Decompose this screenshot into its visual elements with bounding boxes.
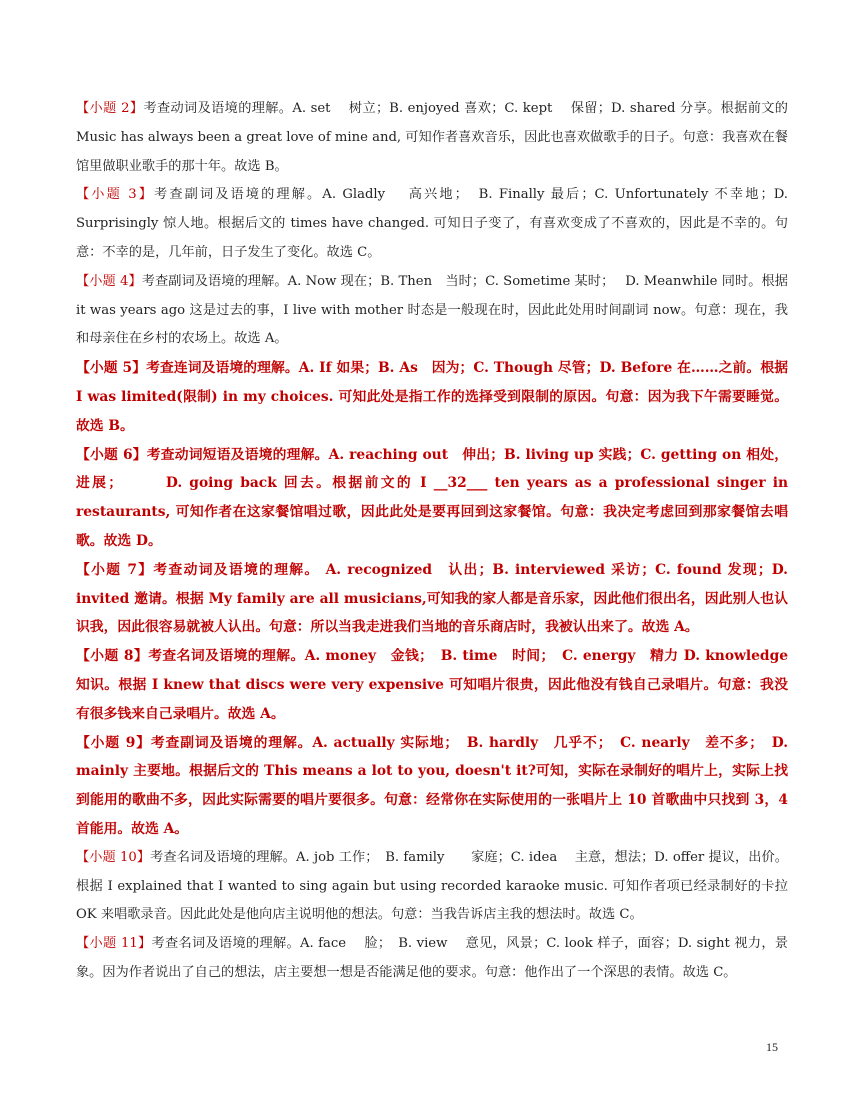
item-tag: 【小题 10】: [76, 849, 151, 865]
item-tag: 【小题 6】: [76, 446, 147, 463]
explanation-item-6: [76, 441, 788, 556]
explanation-item-3: [76, 181, 788, 267]
item-text: 考查副词及语境的理解。A. Gladly 高兴地； B. Finally 最后；C. Unfortunately 不幸地；D. Surprisingly 惊人地。根据后文的 times have changed. 可知日子变了，有喜欢变成了不喜欢的，因此是不幸的。句意：不幸的是，几年前，日子发生了变化。故选 C。: [76, 187, 788, 260]
item-tag: 【小题 7】: [76, 561, 154, 578]
item-tag: 【小题 3】: [76, 187, 155, 203]
explanation-item-11: [76, 930, 788, 988]
explanation-item-7: [76, 556, 788, 642]
item-text: 考查动词短语及语境的理解。A. reaching out 伸出；B. living up 实践；C. getting on 相处，进展； D. going back 回去。根据前文的 I __32___ ten years as a professional singer in restaurants, 可知作者在这家餐馆唱过歌，因此此处是要再回到这家餐馆。句意：我决定考虑回到那家餐馆去唱歌。故选 D。: [76, 446, 789, 549]
item-tag: 【小题 8】: [76, 648, 149, 665]
explanation-item-9: [76, 729, 788, 844]
page-number: 15: [766, 1040, 778, 1054]
item-text: 考查名词及语境的理解。A. money 金钱； B. time 时间； C. energy 精力 D. knowledge 知识。根据 I knew that discs were very expensive 可知唱片很贵，因此他没有钱自己录唱片。句意：我没有很多钱来自己录唱片。故选 A。: [76, 648, 789, 722]
item-text: 考查动词及语境的理解。A. set 树立；B. enjoyed 喜欢；C. kept 保留；D. shared 分享。根据前文的 Music has always been a great love of mine and, 可知作者喜欢音乐，因此也喜欢做歌手的日子。句意：我喜欢在餐馆里做职业歌手的那十年。故选 B。: [76, 101, 788, 174]
explanation-item-8: [76, 642, 788, 728]
explanation-item-10: [76, 844, 788, 930]
item-text: 考查名词及语境的理解。A. face 脸； B. view 意见，风景；C. look 样子，面容；D. sight 视力，景象。因为作者说出了自己的想法，店主要想一想是否能满足他的要求。句意：他作出了一个深思的表情。故选 C。: [76, 936, 788, 980]
item-tag: 【小题 4】: [76, 273, 142, 289]
item-tag: 【小题 5】: [76, 360, 147, 377]
item-text: 考查名词及语境的理解。A. job 工作； B. family 家庭；C. idea 主意，想法；D. offer 提议，出价。根据 I explained that I wanted to sing again but using recorded karaoke music. 可知作者项已经录制好的卡拉 OK 来唱歌录音。因此此处是他向店主说明他的想法。句意：当我告诉店主我的想法时。故选 C。: [76, 849, 788, 923]
item-tag: 【小题 9】: [76, 734, 151, 751]
item-text: 考查副词及语境的理解。A. actually 实际地； B. hardly 几乎不； C. nearly 差不多； D. mainly 主要地。根据后文的 This means a lot to you, doesn't it?可知，实际在录制好的唱片上，实际上找到能用的歌曲不多，因此实际需要的唱片要很多。句意：经常你在实际使用的一张唱片上 10 首歌曲中只找到 3，4 首能用。故选 A。: [76, 734, 789, 837]
item-tag: 【小题 11】: [76, 936, 152, 952]
item-text: 考查副词及语境的理解。A. Now 现在；B. Then 当时；C. Sometime 某时； D. Meanwhile 同时。根据 it was years ago 这是过去的事，I live with mother 时态是一般现在时，因此此处用时间副词 now。句意：现在，我和母亲住在乡村的农场上。故选 A。: [76, 273, 788, 347]
explanation-item-4: [76, 268, 788, 354]
item-tag: 【小题 2】: [76, 101, 144, 116]
answer-explanations: [76, 95, 788, 988]
explanation-item-5: [76, 354, 788, 440]
item-text: 考查动词及语境的理解。 A. recognized 认出；B. interviewed 采访；C. found 发现；D. invited 邀请。根据 My family are all musicians,可知我的家人都是音乐家，因此他们很出名，因此别人也认识我，因此很容易就被人认出。句意：所以当我走进我们当地的音乐商店时，我被认出来了。故选 A。: [76, 561, 788, 636]
item-text: 考查连词及语境的理解。A. If 如果；B. As 因为；C. Though 尽管；D. Before 在……之前。根据 I was limited(限制) in my choices. 可知此处是指工作的选择受到限制的原因。句意：因为我下午需要睡觉。故选 B。: [76, 360, 788, 434]
explanation-item-2: [76, 95, 788, 181]
